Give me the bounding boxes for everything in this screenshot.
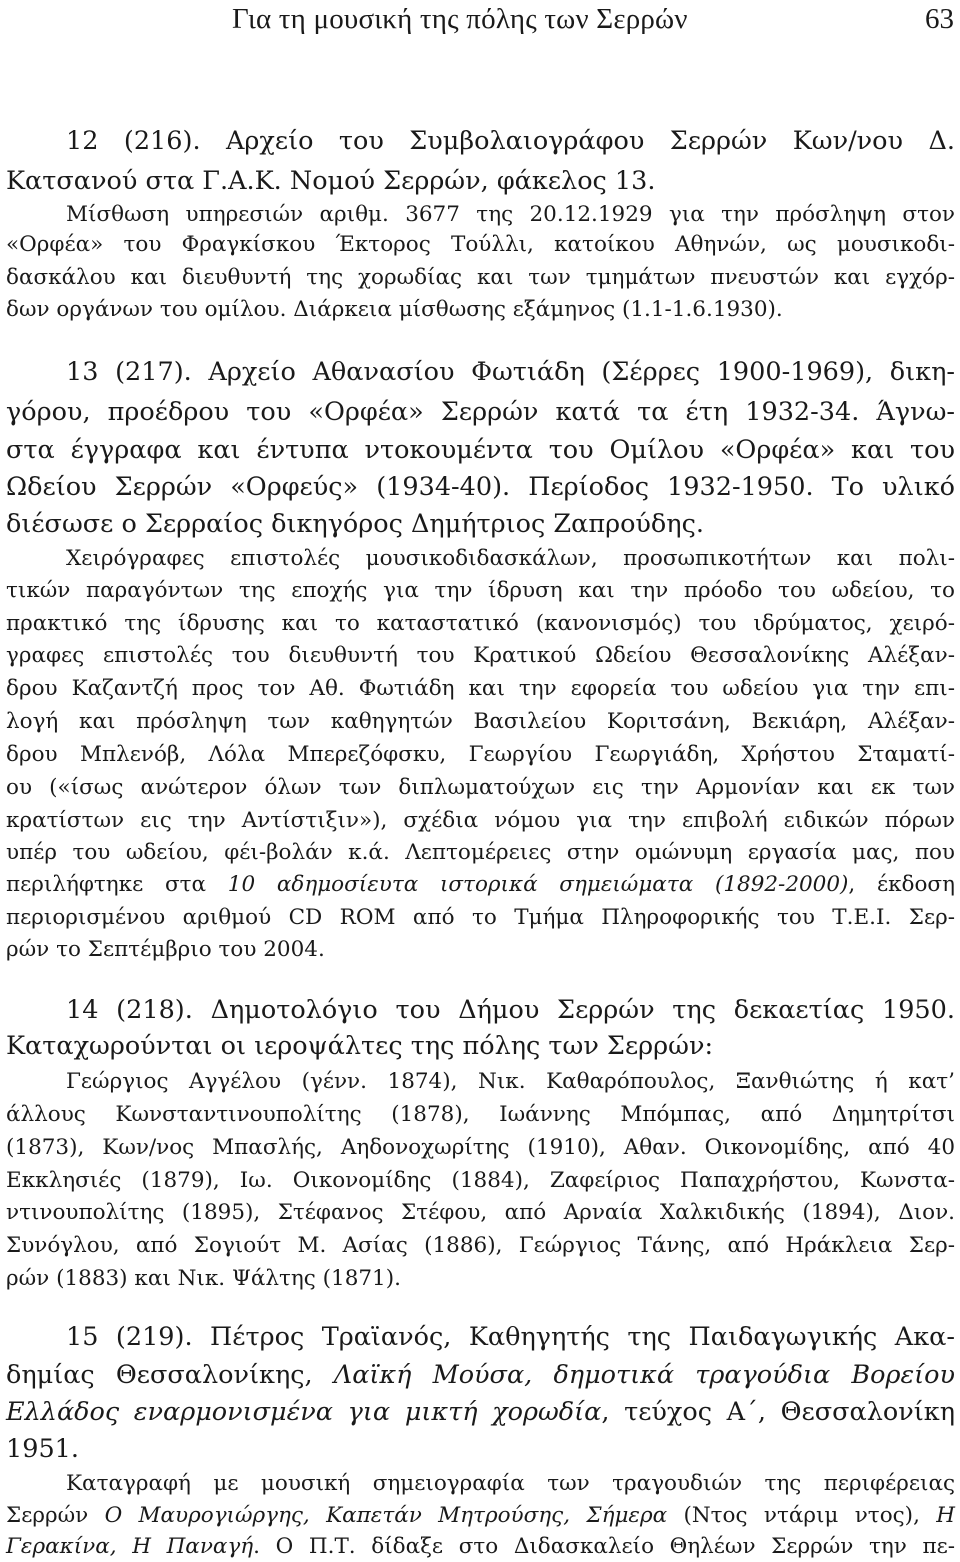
- line-text: (Ντος ντάριμ ντος),: [667, 1503, 937, 1528]
- entry-15-heading-line: 1951.: [6, 1434, 80, 1464]
- entry-13-body-line: περιορισμένου αριθμού CD ROM από το Τμήμα Πληροφορικής του Τ.Ε.Ι. Σερ-: [6, 905, 955, 930]
- line-text: . Ο Π.Τ. δίδαξε στο Διδασκαλείο Θηλέων Σερρών την πε-: [253, 1534, 955, 1559]
- entry-13-body-line: τικών παραγόντων της εποχής για την ίδρυση και την πρόοδο του ωδείου, το: [6, 578, 955, 603]
- entry-13-body-line: κρατίστων εις την Αντίστιξιν»), σχέδια νόμου για την επιβολή ειδικών πόρων: [6, 808, 955, 833]
- running-title: Για τη μουσική της πόλης των Σερρών: [232, 3, 688, 35]
- entry-14-body-line: ντινουπολίτης (1895), Στέφανος Στέφου, από Αρναία Χαλκιδικής (1894), Διον.: [6, 1200, 955, 1225]
- entry-14-body-line: Εκκλησιές (1879), Ιω. Οικονομίδης (1884), Ζαφείριος Παπαχρήστου, Κωνστα-: [6, 1168, 955, 1193]
- entry-13-heading-line: στα έγγραφα και έντυπα ντοκουμέντα του Ομίλου «Ορφέα» και του: [6, 435, 955, 465]
- entry-13-body-line: Χειρόγραφες επιστολές μουσικοδιδασκάλων, προσωπικοτήτων και πολι-: [66, 546, 955, 571]
- entry-13-heading-line: γόρου, προέδρου του «Ορφέα» Σερρών κατά τα έτη 1932-34. Άγνω-: [6, 397, 955, 427]
- entry-13-heading-line: Ωδείου Σερρών «Ορφεύς» (1934-40). Περίοδος 1932-1950. Το υλικό: [6, 472, 955, 502]
- entry-14-heading-line: 14 (218). Δημοτολόγιο του Δήμου Σερρών της δεκαετίας 1950.: [66, 995, 955, 1025]
- entry-14-body-line: (1873), Κων/νος Μπασλής, Αηδονοχωρίτης (1910), Αθαν. Οικονομίδης, από 40: [6, 1135, 955, 1160]
- entry-13-heading-line: 13 (217). Αρχείο Αθανασίου Φωτιάδη (Σέρρες 1900-1969), δικη-: [66, 357, 955, 387]
- line-text: , τεύχος Α΄, Θεσσαλονίκη: [601, 1397, 955, 1427]
- entry-12-body-line: Μίσθωση υπηρεσιών αριθμ. 3677 της 20.12.1929 για την πρόσληψη στον: [66, 202, 955, 227]
- song-titles: Ο Μαυρογιώργης, Καπετάν Μητρούσης, Σήμερα: [104, 1503, 668, 1528]
- entry-14-body-line: άλλους Κωνσταντινουπολίτης (1878), Ιωάννης Μπόμπας, από Δημητρίτσι: [6, 1102, 955, 1127]
- entry-12-body-line: δων οργάνων του ομίλου. Διάρκεια μίσθωσης εξάμηνος (1.1-1.6.1930).: [6, 297, 783, 322]
- entry-13-body-line: δρου Καζαντζή προς τον Αθ. Φωτιάδη και την εφορεία του ωδείου για την επι-: [6, 676, 955, 701]
- entry-15-heading-line: [6, 1358, 955, 1392]
- entry-13-body-line: γραφες επιστολές του διευθυντή του Κρατικού Ωδείου Θεσσαλονίκης Αλέξαν-: [6, 643, 955, 668]
- entry-13-heading-line: διέσωσε ο Σερραίος δικηγόρος Δημήτριος Ζαπρούδης.: [6, 509, 704, 539]
- running-header: [0, 0, 960, 48]
- entry-13-body-line: ου («ίσως ανώτερον όλων των διπλωματούχων εις την Αρμονίαν και εκ των: [6, 775, 955, 800]
- entry-12-body-line: δασκάλου και διευθυντή της χορωδίας και των τμημάτων πνευστών και εγχόρ-: [6, 265, 955, 290]
- entry-14-heading-line: Καταχωρούνται οι ιεροψάλτες της πόλης των Σερρών:: [6, 1031, 714, 1061]
- page-number: 63: [925, 3, 954, 35]
- entry-15-heading-line: 15 (219). Πέτρος Τραϊανός, Καθηγητής της Παιδαγωγικής Ακα-: [66, 1322, 955, 1352]
- entry-14-body-line: Γεώργιος Αγγέλου (γένν. 1874), Νικ. Καθαρόπουλος, Ξανθιώτης ή κατ’: [66, 1069, 955, 1094]
- entry-14-body-line: ρών (1883) και Νικ. Ψάλτης (1871).: [6, 1266, 401, 1291]
- song-titles: Η: [936, 1503, 955, 1528]
- entry-12-heading-line: 12 (216). Αρχείο του Συμβολαιογράφου Σερρών Κων/νου Δ.: [66, 126, 955, 156]
- publication-title: Ελλάδος εναρμονισμένα για μικτή χορωδία: [6, 1397, 602, 1427]
- song-titles: Γερακίνα, Η Παναγή: [6, 1534, 254, 1559]
- line-text: δημίας Θεσσαλονίκης,: [6, 1360, 334, 1390]
- publication-title: Λαϊκή Μούσα, δημοτικά τραγούδια Βορείου: [333, 1360, 955, 1390]
- entry-14-body-line: Συνόγλου, από Σογιούτ Μ. Ασίας (1886), Γεώργιος Τάνης, από Ηράκλεια Σερ-: [6, 1233, 955, 1258]
- entry-12-body-line: «Ορφέα» του Φραγκίσκου Έκτορος Τούλλι, κατοίκου Αθηνών, ως μουσικοδι-: [6, 232, 955, 257]
- entry-13-body-line: ρών το Σεπτέμβριο του 2004.: [6, 937, 325, 962]
- entry-15-body-line: [6, 1532, 955, 1562]
- entry-15-heading-line: [6, 1395, 955, 1429]
- line-text: , έκδοση: [848, 872, 955, 897]
- entry-15-body-line: Καταγραφή με μουσική σημειογραφία των τραγουδιών της περιφέρειας: [66, 1471, 955, 1496]
- line-text: Σερρών: [6, 1503, 105, 1528]
- entry-15-body-line: [6, 1501, 955, 1531]
- entry-13-body-line: υπέρ του ωδείου, φέι-βολάν κ.ά. Λεπτομέρειες στην ομώνυμη εργασία μας, που: [6, 840, 955, 865]
- publication-title: 10 αδημοσίευτα ιστορικά σημειώματα (1892-2000): [227, 872, 849, 897]
- line-text: περιλήφτηκε στα: [6, 872, 228, 897]
- entry-13-body-line: λογή και πρόσληψη των καθηγητών Βασιλείου Κοριτσάνη, Βεκιάρη, Αλέξαν-: [6, 709, 955, 734]
- entry-13-body-line: πρακτικό της ίδρυσης και το καταστατικό (κανονισμός) του ιδρύματος, χειρό-: [6, 611, 955, 636]
- entry-13-body-line: [6, 870, 955, 900]
- entry-13-body-line: δρου Μπλενόβ, Λόλα Μπερεζόφσκυ, Γεωργίου Γεωργιάδη, Χρήστου Σταματί-: [6, 742, 955, 767]
- entry-12-heading-line: Κατσανού στα Γ.Α.Κ. Νομού Σερρών, φάκελος 13.: [6, 166, 656, 196]
